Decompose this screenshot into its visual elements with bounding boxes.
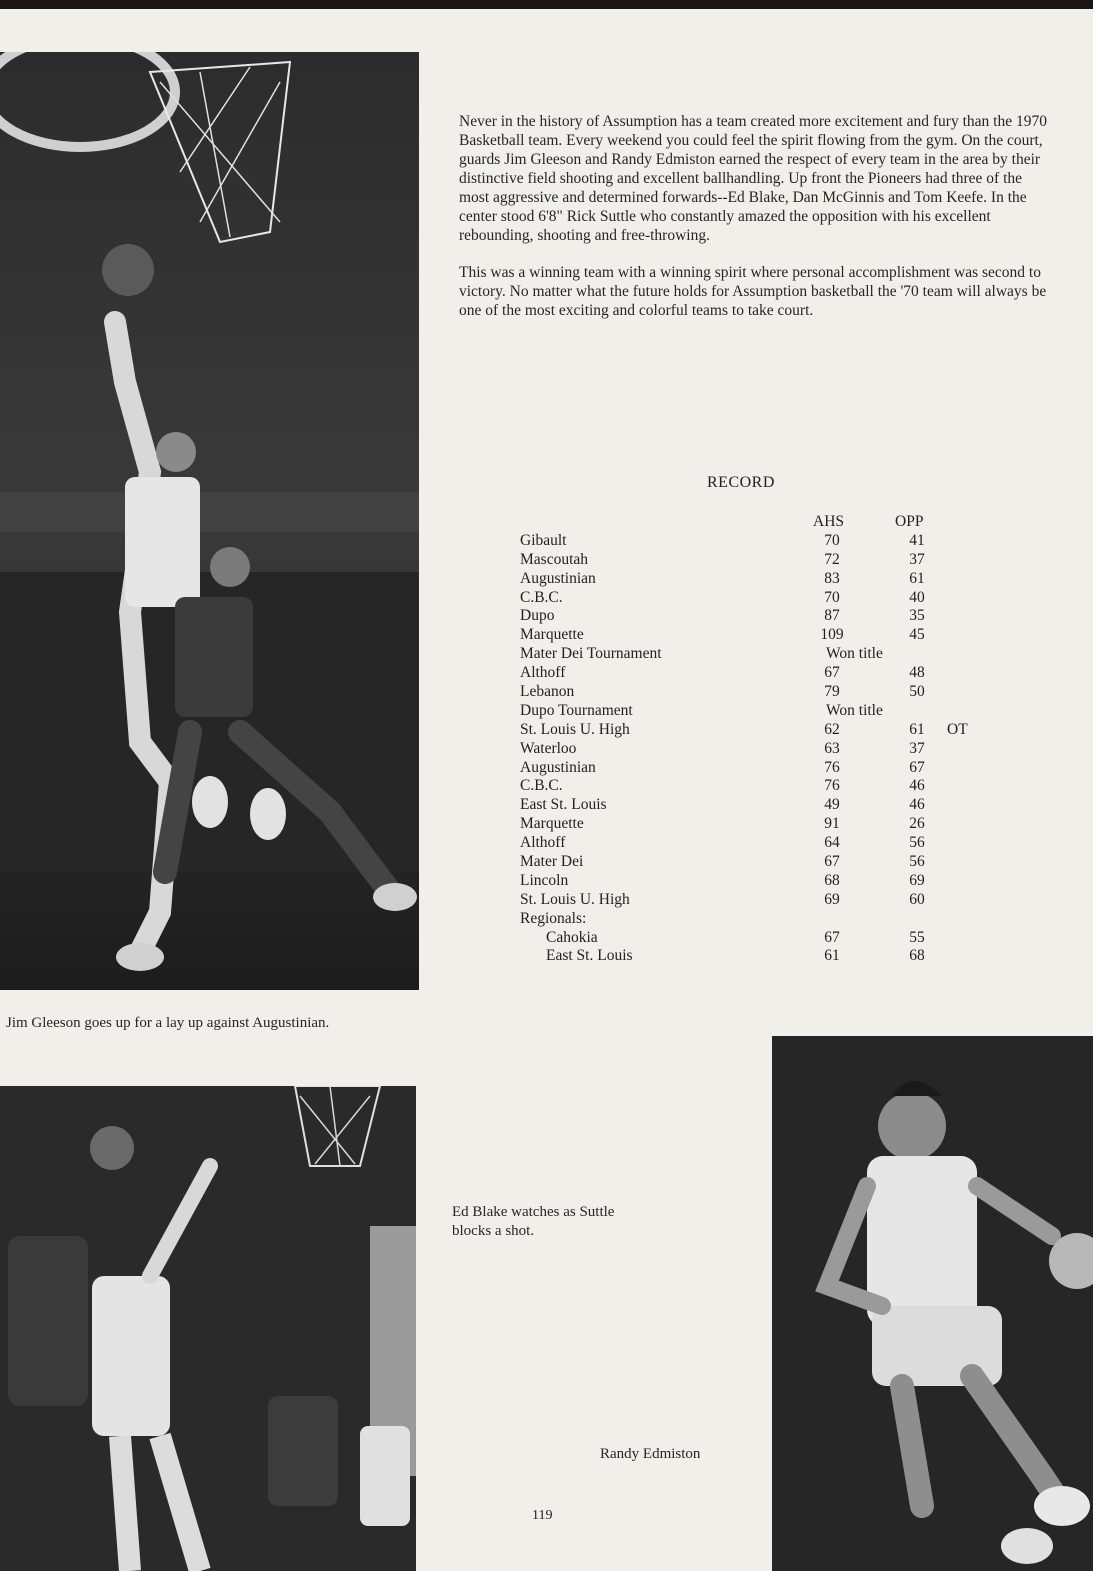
caption-layup: Jim Gleeson goes up for a lay up against Augustinian. — [6, 1015, 330, 1031]
record-row — [520, 796, 1000, 815]
record-row — [520, 645, 1000, 664]
photo-dribble — [772, 1036, 1093, 1571]
record-opp-score: 46 — [909, 796, 925, 814]
record-opp-score: 50 — [909, 683, 925, 701]
record-row — [520, 607, 1000, 626]
record-ahs-score: 67 — [824, 853, 840, 871]
record-team: Mascoutah — [520, 550, 589, 568]
record-ahs-score: 49 — [824, 796, 840, 814]
record-opp-score: 37 — [909, 739, 925, 757]
record-team: Gibault — [520, 531, 567, 549]
record-opp-score: 45 — [909, 626, 925, 644]
record-team: Althoff — [520, 664, 566, 682]
record-team: Augustinian — [520, 758, 596, 776]
record-opp-score: 46 — [909, 777, 925, 795]
record-extra: OT — [947, 720, 968, 738]
record-row — [520, 853, 1000, 872]
record-opp-score: 55 — [909, 928, 925, 946]
record-row — [520, 683, 1000, 702]
record-ahs-score: 79 — [824, 683, 840, 701]
record-row — [520, 570, 1000, 589]
record-team: Augustinian — [520, 569, 596, 587]
record-row — [520, 777, 1000, 796]
record-ahs-score: 83 — [824, 569, 840, 587]
record-opp-score: 69 — [909, 871, 925, 889]
record-ahs-score: 87 — [824, 607, 840, 625]
record-opp-score: 48 — [909, 664, 925, 682]
record-opp-score: 41 — [909, 531, 925, 549]
record-row — [520, 872, 1000, 891]
intro-paragraph-1: Never in the history of Assumption has a team created more excitement and fury than the 1970 Basketball team. Every weekend you could feel the spirit flowing from the gym. On the court, guards Jim Gleeson and Randy Edmiston earned the respect of every team in the area by their distinctive field shooting and excellent ballhandling. Up front the Pioneers had three of the most aggressive and determined forwards--Ed Blake, Dan McGinnis and Tom Keefe. In the center stood 6'8" Rick Suttle who constantly amazed the opposition with his excellent rebounding, shooting and free-throwing. — [459, 113, 1047, 244]
photo-layup-illustration — [0, 52, 419, 990]
record-team: East St. Louis — [520, 796, 607, 814]
record-opp-score: 37 — [909, 550, 925, 568]
record-team: Lincoln — [520, 871, 569, 889]
record-row — [520, 702, 1000, 721]
record-opp-score: 40 — [909, 588, 925, 606]
record-team: C.B.C. — [520, 777, 563, 795]
record-row — [520, 947, 1000, 966]
record-row — [520, 910, 1000, 929]
record-opp-score: 68 — [909, 947, 925, 965]
record-table — [520, 513, 1000, 966]
page-number: 119 — [532, 1508, 553, 1523]
photo-block — [0, 1086, 416, 1571]
record-note: Won title — [826, 701, 883, 719]
record-row — [520, 891, 1000, 910]
record-ahs-score: 62 — [824, 720, 840, 738]
record-row — [520, 664, 1000, 683]
record-row — [520, 759, 1000, 778]
record-note: Won title — [826, 645, 883, 663]
record-ahs-score: 76 — [824, 777, 840, 795]
record-team: C.B.C. — [520, 588, 563, 606]
intro-paragraph-2: This was a winning team with a winning spirit where personal accomplishment was second to victory. No matter what the future holds for Assumption basketball the '70 team will always be one of the most exciting and colorful teams to take court. — [459, 264, 1047, 319]
record-team: Dupo Tournament — [520, 701, 633, 719]
record-row — [520, 929, 1000, 948]
record-row — [520, 589, 1000, 608]
record-team: East St. Louis — [546, 947, 633, 965]
record-team: Marquette — [520, 626, 584, 644]
record-header — [520, 513, 1000, 532]
record-ahs-score: 67 — [824, 928, 840, 946]
caption-dribble: Randy Edmiston — [600, 1446, 701, 1462]
record-team: St. Louis U. High — [520, 890, 630, 908]
record-ahs-score: 64 — [824, 834, 840, 852]
record-ahs-score: 91 — [824, 815, 840, 833]
record-team: Waterloo — [520, 739, 577, 757]
record-ahs-score: 63 — [824, 739, 840, 757]
record-ahs-score: 68 — [824, 871, 840, 889]
record-title: RECORD — [707, 474, 775, 491]
record-row — [520, 532, 1000, 551]
photo-dribble-illustration — [772, 1036, 1093, 1571]
record-team: Mater Dei — [520, 853, 584, 871]
record-row — [520, 626, 1000, 645]
col-opp-header: OPP — [895, 513, 924, 530]
record-row — [520, 834, 1000, 853]
record-team: Lebanon — [520, 683, 575, 701]
record-ahs-score: 70 — [824, 531, 840, 549]
col-ahs-header: AHS — [813, 513, 845, 530]
record-opp-score: 35 — [909, 607, 925, 625]
top-border — [0, 0, 1093, 9]
record-row — [520, 815, 1000, 834]
record-ahs-score: 109 — [820, 626, 844, 644]
record-row — [520, 740, 1000, 759]
record-team: Dupo — [520, 607, 555, 625]
intro-text — [459, 112, 1049, 338]
record-team: Marquette — [520, 815, 584, 833]
record-ahs-score: 67 — [824, 664, 840, 682]
record-team: St. Louis U. High — [520, 720, 630, 738]
record-opp-score: 56 — [909, 853, 925, 871]
record-row — [520, 721, 1000, 740]
record-opp-score: 61 — [909, 720, 925, 738]
record-ahs-score: 61 — [824, 947, 840, 965]
record-ahs-score: 76 — [824, 758, 840, 776]
record-ahs-score: 70 — [824, 588, 840, 606]
record-ahs-score: 69 — [824, 890, 840, 908]
photo-layup — [0, 52, 419, 990]
record-opp-score: 67 — [909, 758, 925, 776]
photo-block-illustration — [0, 1086, 416, 1571]
record-team: Althoff — [520, 834, 566, 852]
record-team: Regionals: — [520, 909, 587, 927]
record-opp-score: 56 — [909, 834, 925, 852]
record-rows — [520, 532, 1000, 966]
record-team: Mater Dei Tournament — [520, 645, 662, 663]
record-row — [520, 551, 1000, 570]
record-team: Cahokia — [546, 928, 598, 946]
record-opp-score: 60 — [909, 890, 925, 908]
record-opp-score: 26 — [909, 815, 925, 833]
record-ahs-score: 72 — [824, 550, 840, 568]
record-opp-score: 61 — [909, 569, 925, 587]
caption-block: Ed Blake watches as Suttle blocks a shot. — [452, 1204, 615, 1239]
